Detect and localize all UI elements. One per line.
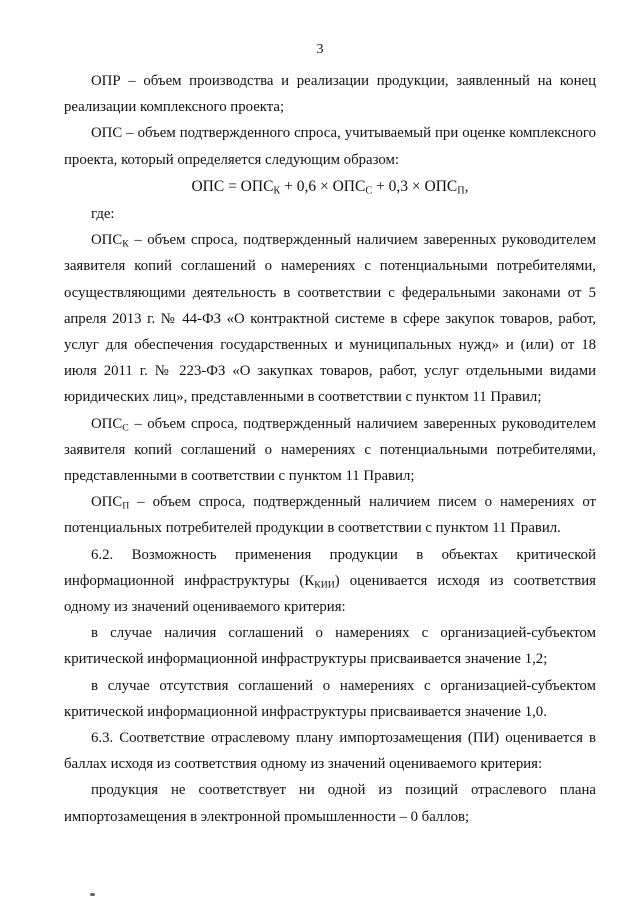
paragraph-opsc xyxy=(64,411,596,490)
formula-subscript: С xyxy=(365,185,373,197)
formula-subscript: П xyxy=(457,185,465,197)
document-body xyxy=(64,68,596,830)
formula-subscript: К xyxy=(273,185,281,197)
term-definition: – объем спроса, подтвержденный наличием заверенных руководителем заявителя копий соглашений о намерениях с потенциальными потребителями, представленными в соответствии с пунктом 11 Правил; xyxy=(64,415,596,485)
formula-part: + 0,6 × ОПС xyxy=(280,177,366,195)
paragraph-opsk xyxy=(64,227,596,410)
term-definition: – объем спроса, подтвержденный наличием заверенных руководителем заявителя копий соглашений о намерениях с потенциальными потребителями, осуществляющими деятельность в соответствии с федеральными законами от 5 апреля 2013 г. № 44-ФЗ «О контрактной системе в сфере закупок товаров, работ, услуг для обеспечения государственных и муниципальных нужд» и (или) от 18 июля 2011 г. № 223-ФЗ «О закупках товаров, работ, услуг отдельными видами юридических лиц», представленными в соответствии с пунктом 11 Правил; xyxy=(64,232,596,406)
term-definition: – объем спроса, подтвержденный наличием писем о намерениях от потенциальных потребителей продукции в соответствии с пунктом 11 Правил. xyxy=(64,494,596,537)
paragraph-ops: ОПС – объем подтвержденного спроса, учитываемый при оценке комплексного проекта, который определяется следующим образом: xyxy=(64,125,596,168)
paragraph-opr: ОПР – объем производства и реализации продукции, заявленный на конец реализации комплексного проекта; xyxy=(64,73,596,116)
formula-ops xyxy=(64,173,596,201)
paragraph-text: 6.2. Возможность применения продукции в объектах критической информационной инфраструктуры (К xyxy=(64,546,596,589)
paragraph-6-2 xyxy=(64,542,596,621)
paragraph-case-absent: в случае отсутствия соглашений о намерениях с организацией-субъектом критической информационной инфраструктуры присваивается значение 1,0. xyxy=(64,677,596,720)
paragraph-zero-points: продукция не соответствует ни одной из позиций отраслевого плана импортозамещения в электронной промышленности – 0 баллов; xyxy=(64,782,596,825)
paragraph-opsp xyxy=(64,489,596,541)
term: ОПС xyxy=(91,494,123,511)
paragraph-where: где: xyxy=(91,206,115,223)
paragraph-case-present: в случае наличия соглашений о намерениях с организацией-субъектом критической информационной инфраструктуры присваивается значение 1,2; xyxy=(64,625,596,668)
term: ОПС xyxy=(91,415,123,432)
paragraph-text: ) оценивается исходя из соответствия одному из значений оцениваемого критерия: xyxy=(64,572,596,616)
page-number: 3 xyxy=(316,42,324,57)
formula-part: , xyxy=(464,177,469,195)
term: ОПС xyxy=(91,232,123,249)
term-subscript: П xyxy=(122,500,130,512)
term-subscript: К xyxy=(122,238,129,250)
scan-speck xyxy=(90,893,95,896)
formula-part: + 0,3 × ОПС xyxy=(372,177,458,195)
paragraph-6-3: 6.3. Соответствие отраслевому плану импортозамещения (ПИ) оценивается в баллах исходя из соответствия одному из значений оцениваемого критерия: xyxy=(64,730,596,773)
formula-part: ОПС = ОПС xyxy=(191,177,274,195)
term-subscript: С xyxy=(122,422,129,434)
term-subscript: КИИ xyxy=(314,579,335,591)
